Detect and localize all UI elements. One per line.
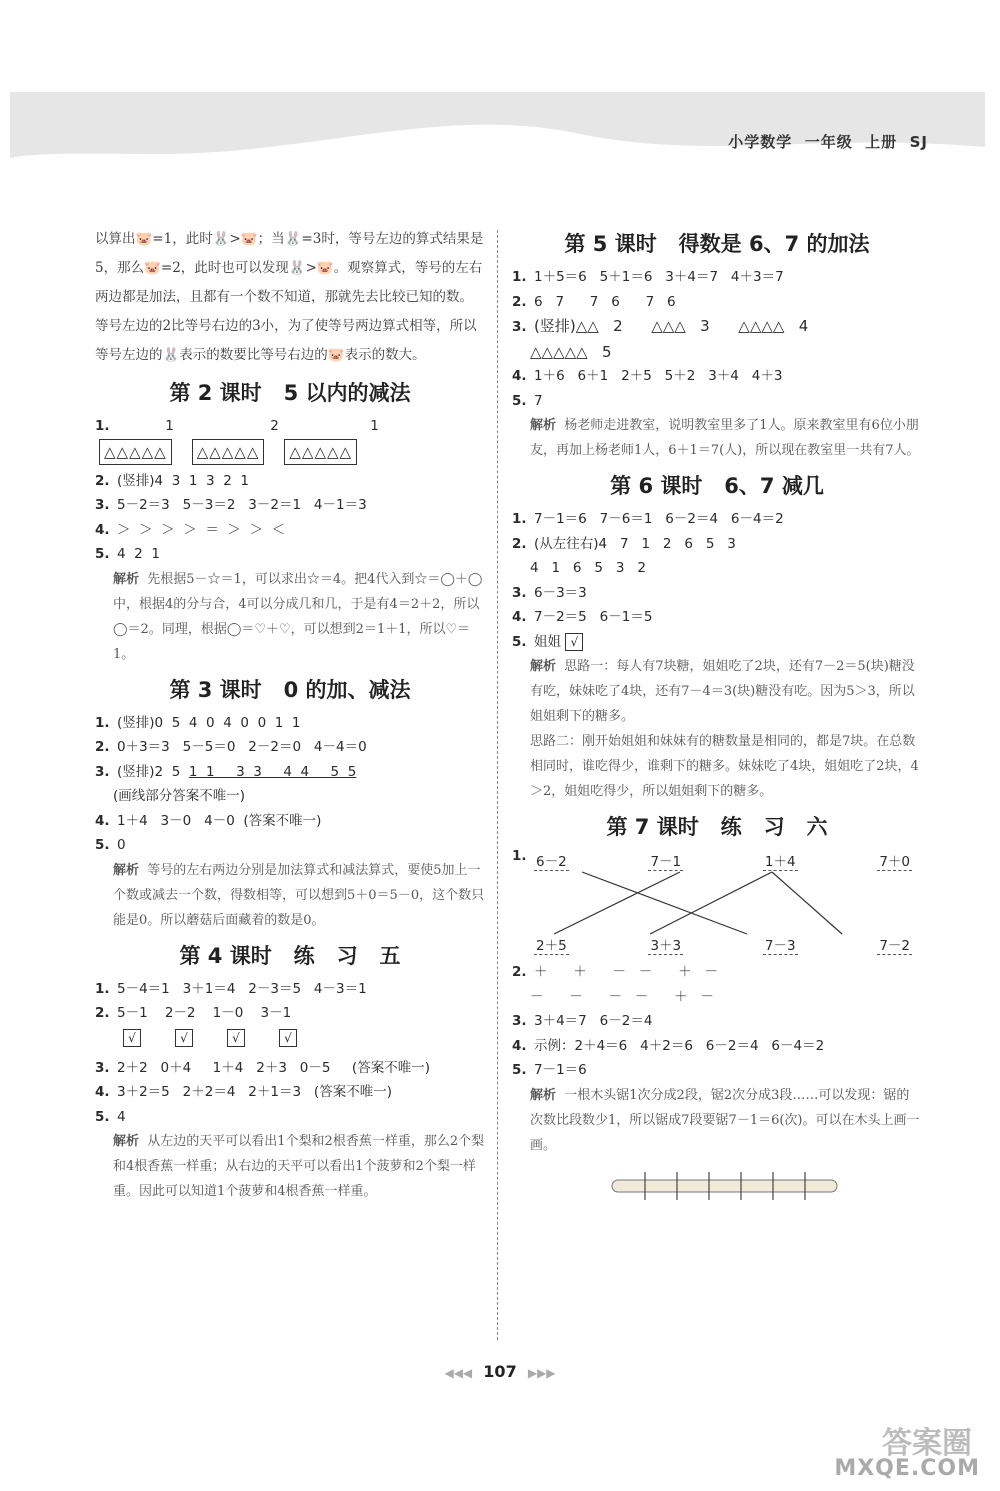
l6-analysis-text-1: 思路一：每人有7块糖，姐姐吃了2块，还有7－2＝5(块)糖没有吃，妹妹吃了4块，还有7－4＝3(块)糖没有吃。因为5＞3，所以姐姐剩下的糖多。 xyxy=(530,659,915,724)
lesson-5-title: 第 5 课时 得数是 6、7 的加法 xyxy=(564,232,870,256)
q-number: 1. xyxy=(95,418,110,434)
l2-q2-text: (竖排)4 3 1 3 2 1 xyxy=(117,472,249,489)
l4-q1-text: 5－4＝1 3＋1＝4 2－3＝5 4－3＝1 xyxy=(117,980,367,997)
l3-q5-text: 0 xyxy=(117,837,126,853)
analysis-tag: 解析 xyxy=(113,571,140,587)
l7-q2: 2. ＋ ＋ － － ＋ － xyxy=(512,964,718,980)
lesson-7-title: 第 7 课时 练 习 六 xyxy=(606,815,828,839)
l2-q5: 5. 4 2 1 xyxy=(95,546,160,562)
l5-q2-text: 6 7 7 6 7 6 xyxy=(534,293,676,310)
right-column xyxy=(512,225,922,1202)
l7-q5: 5. 7－1＝6 xyxy=(512,1062,587,1078)
l5-analysis xyxy=(512,413,922,463)
l2-q1-top-2: 2 xyxy=(270,418,279,434)
l3-q4: 4. 1＋4 3－0 4－0 (答案不唯一) xyxy=(95,812,322,829)
l2-q5-text: 4 2 1 xyxy=(117,546,160,562)
analysis-tag: 解析 xyxy=(530,659,557,674)
l2-q1-numbers xyxy=(95,414,485,439)
l2-q3: 3. 5－2＝3 5－3＝2 3－2＝1 4－1＝3 xyxy=(95,497,367,513)
l5-q1: 1. 1＋5＝6 5＋1＝6 3＋4＝7 4＋3＝7 xyxy=(512,269,784,285)
analysis-tag: 解析 xyxy=(530,418,557,433)
l7-q1-matching: 1. 6－2 7－1 1＋4 7＋0 2＋5 3＋3 7－3 7－2 xyxy=(512,848,922,960)
l6-analysis xyxy=(512,654,922,729)
lesson-4-title: 第 4 课时 练 习 五 xyxy=(179,943,401,968)
l6-q2-text: (从左往右)4 7 1 2 6 5 3 xyxy=(534,535,736,552)
l6-q3-text: 6－3＝3 xyxy=(534,584,587,601)
log-illustration xyxy=(607,1168,847,1202)
l7-q1-bottom-3: 7－3 xyxy=(763,934,798,955)
l7-q1-bottom-1: 2＋5 xyxy=(534,934,569,955)
l7-q1-bottom-4: 7－2 xyxy=(877,934,912,955)
lesson-2-title: 第 2 课时 5 以内的减法 xyxy=(169,381,411,405)
l7-q1-top-2: 7－1 xyxy=(648,850,683,871)
l6-q1: 1. 7－1＝6 7－6＝1 6－2＝4 6－4＝2 xyxy=(512,511,784,527)
triangle-box: △△△△△ xyxy=(192,439,265,466)
l3-q1: 1. (竖排)0 5 4 0 4 0 0 1 1 xyxy=(95,714,301,731)
l6-q2: 2. (从左往右)4 7 1 2 6 5 3 xyxy=(512,535,736,552)
l4-q5-text: 4 xyxy=(117,1108,126,1125)
page-number-text: 107 xyxy=(483,1362,517,1381)
l7-q3-text: 3＋4＝7 6－2＝4 xyxy=(534,1013,653,1029)
l6-analysis-2: 思路二：刚开始姐姐和妹妹有的糖数量是相同的，都是7块。在总数相同时，谁吃得少，谁剩下的糖多。妹妹吃了4块，姐姐吃了2块，4＞2，姐姐吃得少，所以姐姐剩下的糖多。 xyxy=(530,734,919,799)
l3-q3: 3. (竖排)2 5 1 1 3 3 4 4 5 5 xyxy=(95,763,357,780)
l4-q4: 4. 3＋2＝5 2＋2＝4 2＋1＝3 (答案不唯一) xyxy=(95,1084,392,1100)
l6-q4: 4. 7－2＝5 6－1＝5 xyxy=(512,609,653,625)
l3-q2-text: 0＋3＝3 5－5＝0 2－2＝0 4－4＝0 xyxy=(117,739,367,755)
l2-q4-text: ＞ ＞ ＞ ＞ ＝ ＞ ＞ ＜ xyxy=(117,521,286,538)
l2-analysis xyxy=(95,567,485,667)
l4-analysis-text: 从左边的天平可以看出1个梨和2根香蕉一样重，那么2个梨和4根香蕉一样重；从右边的天平可以看出1个菠萝和2个梨一样重。因此可以知道1个菠萝和4根香蕉一样重。 xyxy=(113,1134,485,1199)
l3-q3-underlined: 1 1 3 3 4 4 5 5 xyxy=(188,763,357,780)
l4-q5: 5. 4 xyxy=(95,1108,126,1125)
l5-analysis-text: 杨老师走进教室，说明教室里多了1人。原来教室里有6位小朋友，再加上杨老师1人，6＋1＝7(人)，所以现在教室里一共有7人。 xyxy=(530,418,920,458)
l4-q2: 2. 5－1 2－2 1－0 3－1 xyxy=(95,1005,292,1021)
analysis-tag: 解析 xyxy=(530,1087,557,1103)
l6-q5-text: 姐姐 xyxy=(534,633,561,650)
analysis-tag: 解析 xyxy=(113,862,140,878)
l5-q5-text: 7 xyxy=(534,392,543,409)
lesson-6-title: 第 6 课时 6、7 减几 xyxy=(610,474,824,498)
intro-paragraph: 以算出🐷=1，此时🐰>🐷；当🐰=3时，等号左边的算式结果是5，那么🐷=2，此时也可以发现🐰>🐷。观察算式，等号的左右两边都是加法，且都有一个数不知道，那就先去比较已知的数。等号左边的2比等号右边的3小，为了使等号两边算式相等，所以等号左边的🐰表示的数要比等号右边的🐷表示的数大。 xyxy=(95,231,484,363)
l3-analysis-text: 等号的左右两边分别是加法算式和减法算式，要使5加上一个数或减去一个数，得数相等，可以想到5＋0＝5－0，这个数只能是0。所以蘑菇后面藏着的数是0。 xyxy=(113,862,485,928)
l7-q2-text: ＋ ＋ － － ＋ － xyxy=(534,964,718,980)
column-divider xyxy=(497,230,498,1340)
watermark-logo: 答案圈 xyxy=(882,1426,972,1461)
l2-q1-top-1: 1 xyxy=(165,418,174,434)
l6-q1-text: 7－1＝6 7－6＝1 6－2＝4 6－4＝2 xyxy=(534,511,784,527)
l7-q2-row2: － － － － ＋ － xyxy=(530,988,714,1005)
l2-q1-boxes xyxy=(95,439,485,469)
l4-analysis xyxy=(95,1129,485,1204)
l2-q2: 2. (竖排)4 3 1 3 2 1 xyxy=(95,472,249,489)
l7-q1-top-3: 1＋4 xyxy=(763,850,798,871)
left-column xyxy=(95,225,485,1204)
l7-matching-lines xyxy=(512,870,912,936)
l4-q4-text: 3＋2＝5 2＋2＝4 2＋1＝3 (答案不唯一) xyxy=(117,1084,392,1100)
triangle-box: △△△△△ xyxy=(99,439,172,466)
l7-q3: 3. 3＋4＝7 6－2＝4 xyxy=(512,1013,653,1029)
check-box: √ xyxy=(279,1029,297,1047)
l5-q3-row2: △△△△△ 5 xyxy=(530,342,612,361)
l3-analysis xyxy=(95,858,485,933)
l5-q4-text: 1＋6 6＋1 2＋5 5＋2 3＋4 4＋3 xyxy=(534,368,783,384)
watermark-site: MXQE.COM xyxy=(834,1456,980,1481)
right-arrows-icon: ▶▶▶ xyxy=(527,1366,556,1380)
l3-q4-text: 1＋4 3－0 4－0 (答案不唯一) xyxy=(117,812,322,829)
l7-q1-top-row xyxy=(512,850,922,871)
check-box: √ xyxy=(227,1029,245,1047)
l3-q1-text: (竖排)0 5 4 0 4 0 0 1 1 xyxy=(117,714,301,731)
header-subject: 小学数学 一年级 上册 SJ xyxy=(728,133,928,151)
l5-q3: 3. (竖排)△△ 2 △△△ 3 △△△△ 4 xyxy=(512,317,809,335)
l6-q2-row2: 4 1 6 5 3 2 xyxy=(530,560,646,576)
triangle-box: △△△△△ xyxy=(284,439,357,466)
l4-q1: 1. 5－4＝1 3＋1＝4 2－3＝5 4－3＝1 xyxy=(95,980,367,997)
l5-q4: 4. 1＋6 6＋1 2＋5 5＋2 3＋4 4＋3 xyxy=(512,368,783,384)
l4-q3-text: 2＋2 0＋4 1＋4 2＋3 0－5 (答案不唯一) xyxy=(117,1059,430,1076)
l7-q1-top-4: 7＋0 xyxy=(877,850,912,871)
l7-q1-bottom-row xyxy=(512,934,922,955)
l6-q4-text: 7－2＝5 6－1＝5 xyxy=(534,609,653,625)
check-box: √ xyxy=(123,1029,141,1047)
l6-q3: 3. 6－3＝3 xyxy=(512,584,587,601)
l7-q1-bottom-2: 3＋3 xyxy=(648,934,683,955)
l2-q4: 4. ＞ ＞ ＞ ＞ ＝ ＞ ＞ ＜ xyxy=(95,521,286,538)
l7-analysis xyxy=(512,1083,922,1158)
l7-q4-text: 示例：2＋4＝6 4＋2＝6 6－2＝4 6－4＝2 xyxy=(534,1037,825,1054)
l6-q5: 5. 姐姐 √ xyxy=(512,630,922,655)
l7-q1-top-1: 6－2 xyxy=(534,850,569,871)
l7-analysis-text: 一根木头锯1次分成2段，锯2次分成3段……可以发现：锯的次数比段数少1，所以锯成7段要锯7－1＝6(次)。可以在木头上画一画。 xyxy=(530,1087,920,1153)
page-number xyxy=(0,1362,1000,1381)
check-box: √ xyxy=(175,1029,193,1047)
l4-q3: 3. 2＋2 0＋4 1＋4 2＋3 0－5 (答案不唯一) xyxy=(95,1059,430,1076)
analysis-tag: 解析 xyxy=(113,1134,140,1149)
l4-q2-text: 5－1 2－2 1－0 3－1 xyxy=(117,1005,292,1021)
l2-q1-top-3: 1 xyxy=(370,418,379,434)
check-box: √ xyxy=(565,633,583,651)
l7-q5-text: 7－1＝6 xyxy=(534,1062,587,1078)
l3-q2: 2. 0＋3＝3 5－5＝0 2－2＝0 4－4＝0 xyxy=(95,739,367,755)
l2-q3-text: 5－2＝3 5－3＝2 3－2＝1 4－1＝3 xyxy=(117,497,367,513)
lesson-3-title: 第 3 课时 0 的加、减法 xyxy=(169,677,411,702)
l2-analysis-text: 先根据5－☆＝1，可以求出☆＝4。把4代入到☆＝◯＋◯中，根据4的分与合，4可以分成几和几，于是有4＝2＋2，所以◯＝2。同理，根据◯＝♡＋♡，可以想到2＝1＋1，所以♡＝1。 xyxy=(113,571,483,662)
l3-q3-text: (竖排)2 5 xyxy=(117,763,189,780)
l5-q2: 2. 6 7 7 6 7 6 xyxy=(512,293,676,310)
l5-q5: 5. 7 xyxy=(512,392,543,409)
l3-q3-note: (画线部分答案不唯一) xyxy=(113,788,246,804)
l3-q5: 5. 0 xyxy=(95,837,126,853)
l4-q2-ticks xyxy=(95,1026,485,1056)
left-arrows-icon: ◀◀◀ xyxy=(444,1366,473,1380)
l5-q1-text: 1＋5＝6 5＋1＝6 3＋4＝7 4＋3＝7 xyxy=(534,269,784,285)
l5-q3-text: (竖排)△△ 2 △△△ 3 △△△△ 4 xyxy=(534,317,809,335)
l7-q4: 4. 示例：2＋4＝6 4＋2＝6 6－2＝4 6－4＝2 xyxy=(512,1037,825,1054)
